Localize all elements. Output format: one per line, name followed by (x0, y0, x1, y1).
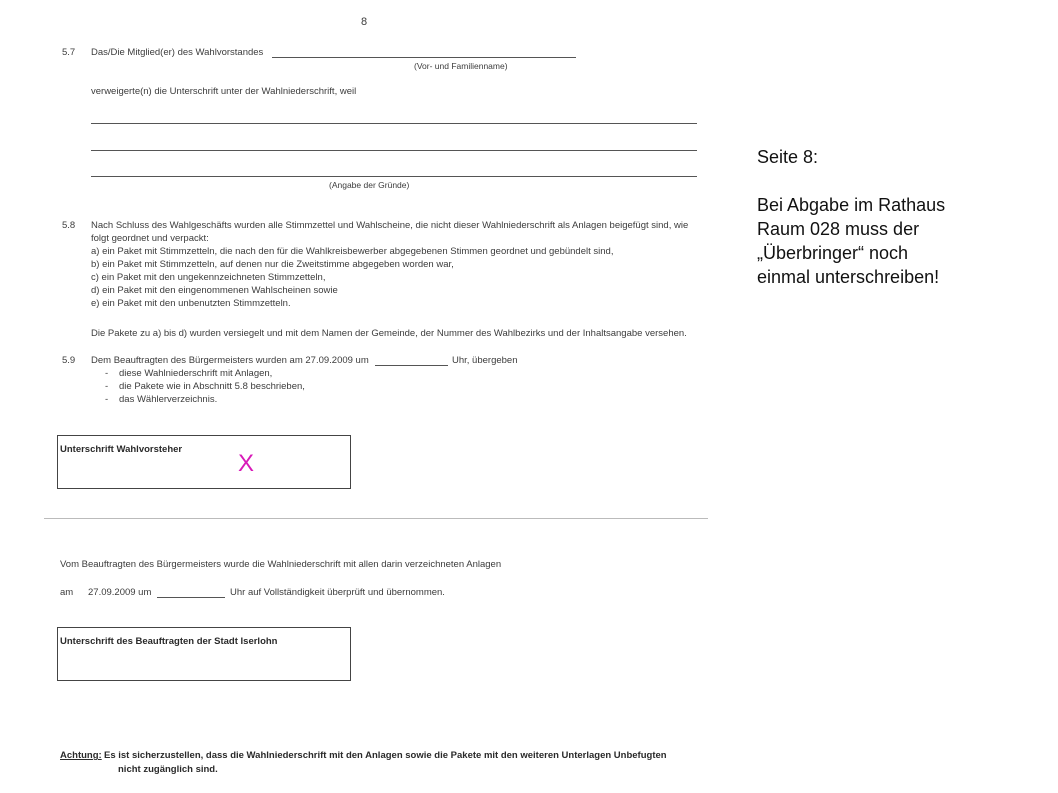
dash: - (105, 368, 109, 379)
reason-line-1 (91, 123, 697, 124)
list-item: d) ein Paket mit den eingenommenen Wahlscheinen sowie (91, 285, 338, 296)
name-caption: (Vor- und Familienname) (414, 61, 508, 71)
warning-text-2: nicht zugänglich sind. (118, 764, 218, 775)
signature-label-representative: Unterschrift des Beauftragten der Stadt Iserlohn (60, 636, 278, 647)
section-5-9-line-1a: Dem Beauftragten des Bürgermeisters wurden am 27.09.2009 um (91, 355, 369, 366)
section-5-8-number: 5.8 (62, 220, 76, 231)
note-line: Bei Abgabe im Rathaus (757, 195, 946, 215)
note-line: Raum 028 muss der (757, 219, 920, 239)
reason-line-2 (91, 150, 697, 151)
section-5-9-line-1b: Uhr, übergeben (452, 355, 518, 366)
reasons-caption: (Angabe der Gründe) (329, 180, 410, 190)
section-5-8-closing: Die Pakete zu a) bis d) wurden versiegelt und mit dem Namen der Gemeinde, der Nummer des Wahlbezirks und der Inhaltsangabe versehen. (91, 328, 687, 339)
section-5-8-line-2: folgt geordnet und verpackt: (91, 233, 209, 244)
time-line (375, 365, 448, 366)
annotation-note (757, 145, 945, 289)
list-item: das Wählerverzeichnis. (119, 394, 218, 405)
list-item: b) ein Paket mit Stimmzetteln, auf denen nur die Zweitstimme abgegeben worden war, (91, 259, 454, 270)
list-item: die Pakete wie in Abschnitt 5.8 beschrieben, (119, 381, 305, 392)
list-item: e) ein Paket mit den unbenutzten Stimmzetteln. (91, 298, 291, 309)
handover-am: am (60, 587, 74, 598)
section-5-9-number: 5.9 (62, 355, 76, 366)
note-line: „Überbringer“ noch (757, 243, 909, 263)
reason-line-3 (91, 176, 697, 177)
section-5-7-text: Das/Die Mitglied(er) des Wahlvorstandes (91, 47, 264, 58)
list-item: a) ein Paket mit Stimmzetteln, die nach den für die Wahlkreisbewerber abgegebenen Stimmen geordnet und gebündelt sind, (91, 246, 614, 257)
section-5-8-line-1: Nach Schluss des Wahlgeschäfts wurden alle Stimmzettel und Wahlscheine, die nicht dieser Wahlniederschrift als Anlagen beigefügt sind, wie (91, 220, 689, 231)
signature-label-chairman: Unterschrift Wahlvorsteher (60, 444, 183, 455)
dash: - (105, 381, 109, 392)
handover-line-1: Vom Beauftragten des Bürgermeisters wurde die Wahlniederschrift mit allen darin verzeichneten Anlagen (60, 559, 502, 570)
section-5-7-text-2: verweigerte(n) die Unterschrift unter der Wahlniederschrift, weil (91, 86, 357, 97)
warning-label: Achtung: (60, 750, 102, 761)
warning-text-1: Es ist sicherzustellen, dass die Wahlniederschrift mit den Anlagen sowie die Pakete mit den weiteren Unterlagen Unbefugten (104, 750, 667, 761)
handover-time-line (157, 597, 225, 598)
signature-mark: X (238, 450, 255, 477)
list-item: c) ein Paket mit den ungekennzeichneten Stimmzetteln, (91, 272, 326, 283)
handover-date: 27.09.2009 um (88, 587, 152, 598)
name-line (272, 57, 576, 58)
page-number: 8 (361, 16, 368, 28)
handover-rest: Uhr auf Vollständigkeit überprüft und übernommen. (230, 587, 445, 598)
note-title: Seite 8: (757, 147, 819, 167)
note-line: einmal unterschreiben! (757, 267, 940, 287)
list-item: diese Wahlniederschrift mit Anlagen, (119, 368, 273, 379)
section-5-7-number: 5.7 (62, 47, 76, 58)
dash: - (105, 394, 109, 405)
page-separator (44, 518, 708, 519)
